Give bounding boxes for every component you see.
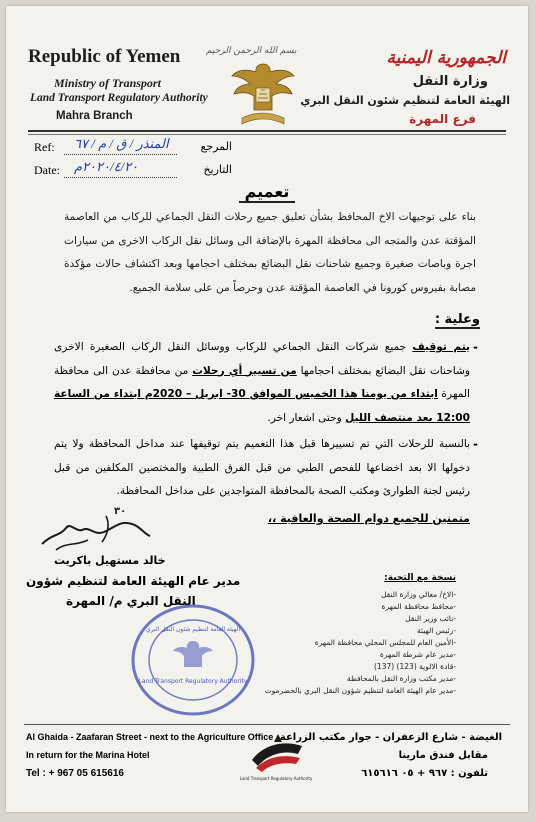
yemen-eagle-emblem-icon bbox=[228, 58, 298, 130]
header-ministry-ar: وزارة النقل bbox=[412, 74, 488, 89]
official-stamp-icon bbox=[128, 601, 258, 719]
decision-heading: وعلية : bbox=[434, 312, 480, 327]
footer-tel-en: Tel : + 967 05 615616 bbox=[26, 768, 124, 779]
ref-label: Ref: bbox=[34, 140, 55, 154]
date-dotted-line bbox=[64, 177, 177, 178]
cc-item: -قادة الالوية (123) (137) bbox=[373, 662, 456, 671]
cc-item: -مدير مكتب وزارة النقل بالمحافظة bbox=[346, 674, 456, 683]
signature-number: ٣٠ bbox=[114, 506, 127, 517]
ref-dotted-line bbox=[64, 154, 177, 155]
document-title bbox=[6, 182, 528, 201]
bullet2-text: بالنسبة للرحلات التي تم تسييرها قبل هذا التعميم يتم توقيفها عند مداخل المحافظة ولا يتم دخولها الا بعد اخضاعها للفحص الطبي من قبل الفرق الطبية والمختصين المكلفين من قبل رئيس لجنة الطوارئ ومكتب الصحة بالمحافظة المتواجدين على مداخل المحافظة. bbox=[54, 438, 470, 497]
letter-page bbox=[6, 6, 528, 812]
bullet-dash: - bbox=[473, 437, 478, 451]
cc-item: -نائب وزير النقل bbox=[405, 614, 456, 623]
footer-address-ar: الغيضة - شارع الزعفران - جوار مكتب الزراعة bbox=[279, 732, 502, 743]
cc-item: -الأمين العام للمجلس المحلي محافظة المهرة bbox=[314, 638, 456, 647]
header-authority-ar: الهيئة العامة لتنظيم شئون النقل البري bbox=[300, 94, 510, 107]
ref-label-ar: المرجع bbox=[200, 140, 232, 153]
header-divider bbox=[28, 130, 506, 132]
signer-title-line1: مدير عام الهيئة العامة لتنظيم شؤون bbox=[26, 574, 241, 588]
cc-item: -محافظ محافظة المهرة bbox=[381, 602, 456, 611]
cc-item: -مدير عام الهيئة العامة لتنظيم شؤون النقل البري بالحضرموت bbox=[264, 686, 456, 695]
footer-tel-ar: تلفون : ٩٦٧ + ٠٥ ٦١٥٦١٦ bbox=[361, 768, 488, 779]
closing-line: متمنين للجميع دوام الصحة والعافية ،، bbox=[267, 512, 470, 525]
handwritten-signature-icon bbox=[36, 506, 154, 556]
header-branch-en: Mahra Branch bbox=[56, 110, 133, 122]
logo-caption: Land Transport Regulatory Authority bbox=[239, 776, 313, 781]
bullet1-scope: جميع شركات النقل الجماعي للركاب ووسائل النقل الركاب الصغيرة الاخرى وشاحنات نقل البضائع بمختلف احجامها bbox=[54, 341, 470, 377]
document-title-text: تعميم bbox=[239, 182, 296, 203]
stamp-text-ar: الهيئة العامة لتنظيم شئون النقل البري bbox=[146, 626, 240, 633]
footer-hotel-ar: مقابل فندق مارينا bbox=[398, 750, 488, 761]
footer-divider bbox=[24, 724, 510, 725]
signer-title-line2: النقل البري م/ المهرة bbox=[66, 594, 196, 608]
header-branch-ar: فرع المهرة bbox=[409, 112, 476, 126]
decision-bullet-2 bbox=[54, 433, 478, 504]
cc-item: -الاخ/ معالي وزارة النقل bbox=[380, 590, 456, 599]
date-value: ٢٠٢٠/٤/٢٠م bbox=[74, 159, 139, 174]
decision-bullet-1 bbox=[54, 336, 478, 430]
date-row bbox=[34, 161, 232, 181]
ref-value: المنذر / ق / م / ٦٧ bbox=[74, 136, 169, 151]
date-label: Date: bbox=[34, 163, 60, 177]
bullet1-no-trips: من تسيير أي رحلات bbox=[192, 364, 297, 377]
header-divider-thin bbox=[28, 134, 506, 135]
stamp-text-en: Land Transport Regulatory Authority bbox=[138, 678, 248, 685]
basmala: بسم الله الرحمن الرحيم bbox=[206, 46, 297, 56]
cc-item: -مدير عام شرطة المهرة bbox=[379, 650, 456, 659]
intro-paragraph: بناء على توجيهات الاخ المحافظ بشأن تعليق جميع رحلات النقل الجماعي للركاب من العاصمة المؤقتة عدن والمتجه الى محافظة المهرة بالإضافة الى وسائل نقل الركاب الاخرى من سيارات اجرة وباصات صغيرة وجميع شاحنات نقل البضائع بمختلف احجامها وبعد اكتشاف حالات مؤكدة مصابة بفيروس كورونا في العاصمة المؤقتة عدن وحرصاً من على سلامة الجميع. bbox=[64, 211, 476, 294]
bullet1-suspend: يتم توقيف bbox=[412, 341, 470, 353]
bullet1-effective-date: ابتداء من يومنا هذا الخميس الموافق 30- ابريل – 2020م ابتداء من الساعة 12:00 بعد منتصف الليل bbox=[54, 388, 470, 424]
footer-hotel-en: In return for the Marina Hotel bbox=[26, 750, 150, 760]
signer-name: خالد مستهيل باكريت bbox=[54, 554, 166, 567]
bullet-dash: - bbox=[473, 340, 478, 354]
header-country-ar: الجمهورية اليمنية bbox=[386, 48, 506, 68]
footer-address-en: Al Ghaida - Zaafaran Street - next to the Agriculture Office bbox=[26, 732, 274, 742]
header-authority-en: Land Transport Regulatory Authority bbox=[30, 92, 208, 104]
bullet1-until: وحتى اشعار اخر. bbox=[267, 411, 346, 424]
cc-heading: نسخة مع التحية: bbox=[384, 573, 456, 583]
date-label-ar: التاريخ bbox=[203, 163, 232, 176]
reference-row bbox=[34, 138, 232, 158]
header-ministry-en: Ministry of Transport bbox=[54, 76, 161, 90]
bullet1-route: من محافظة عدن الى محافظة المهرة bbox=[54, 364, 470, 400]
cc-item: -رئيس الهيئة bbox=[417, 626, 456, 635]
header-country-en: Republic of Yemen bbox=[28, 46, 181, 67]
